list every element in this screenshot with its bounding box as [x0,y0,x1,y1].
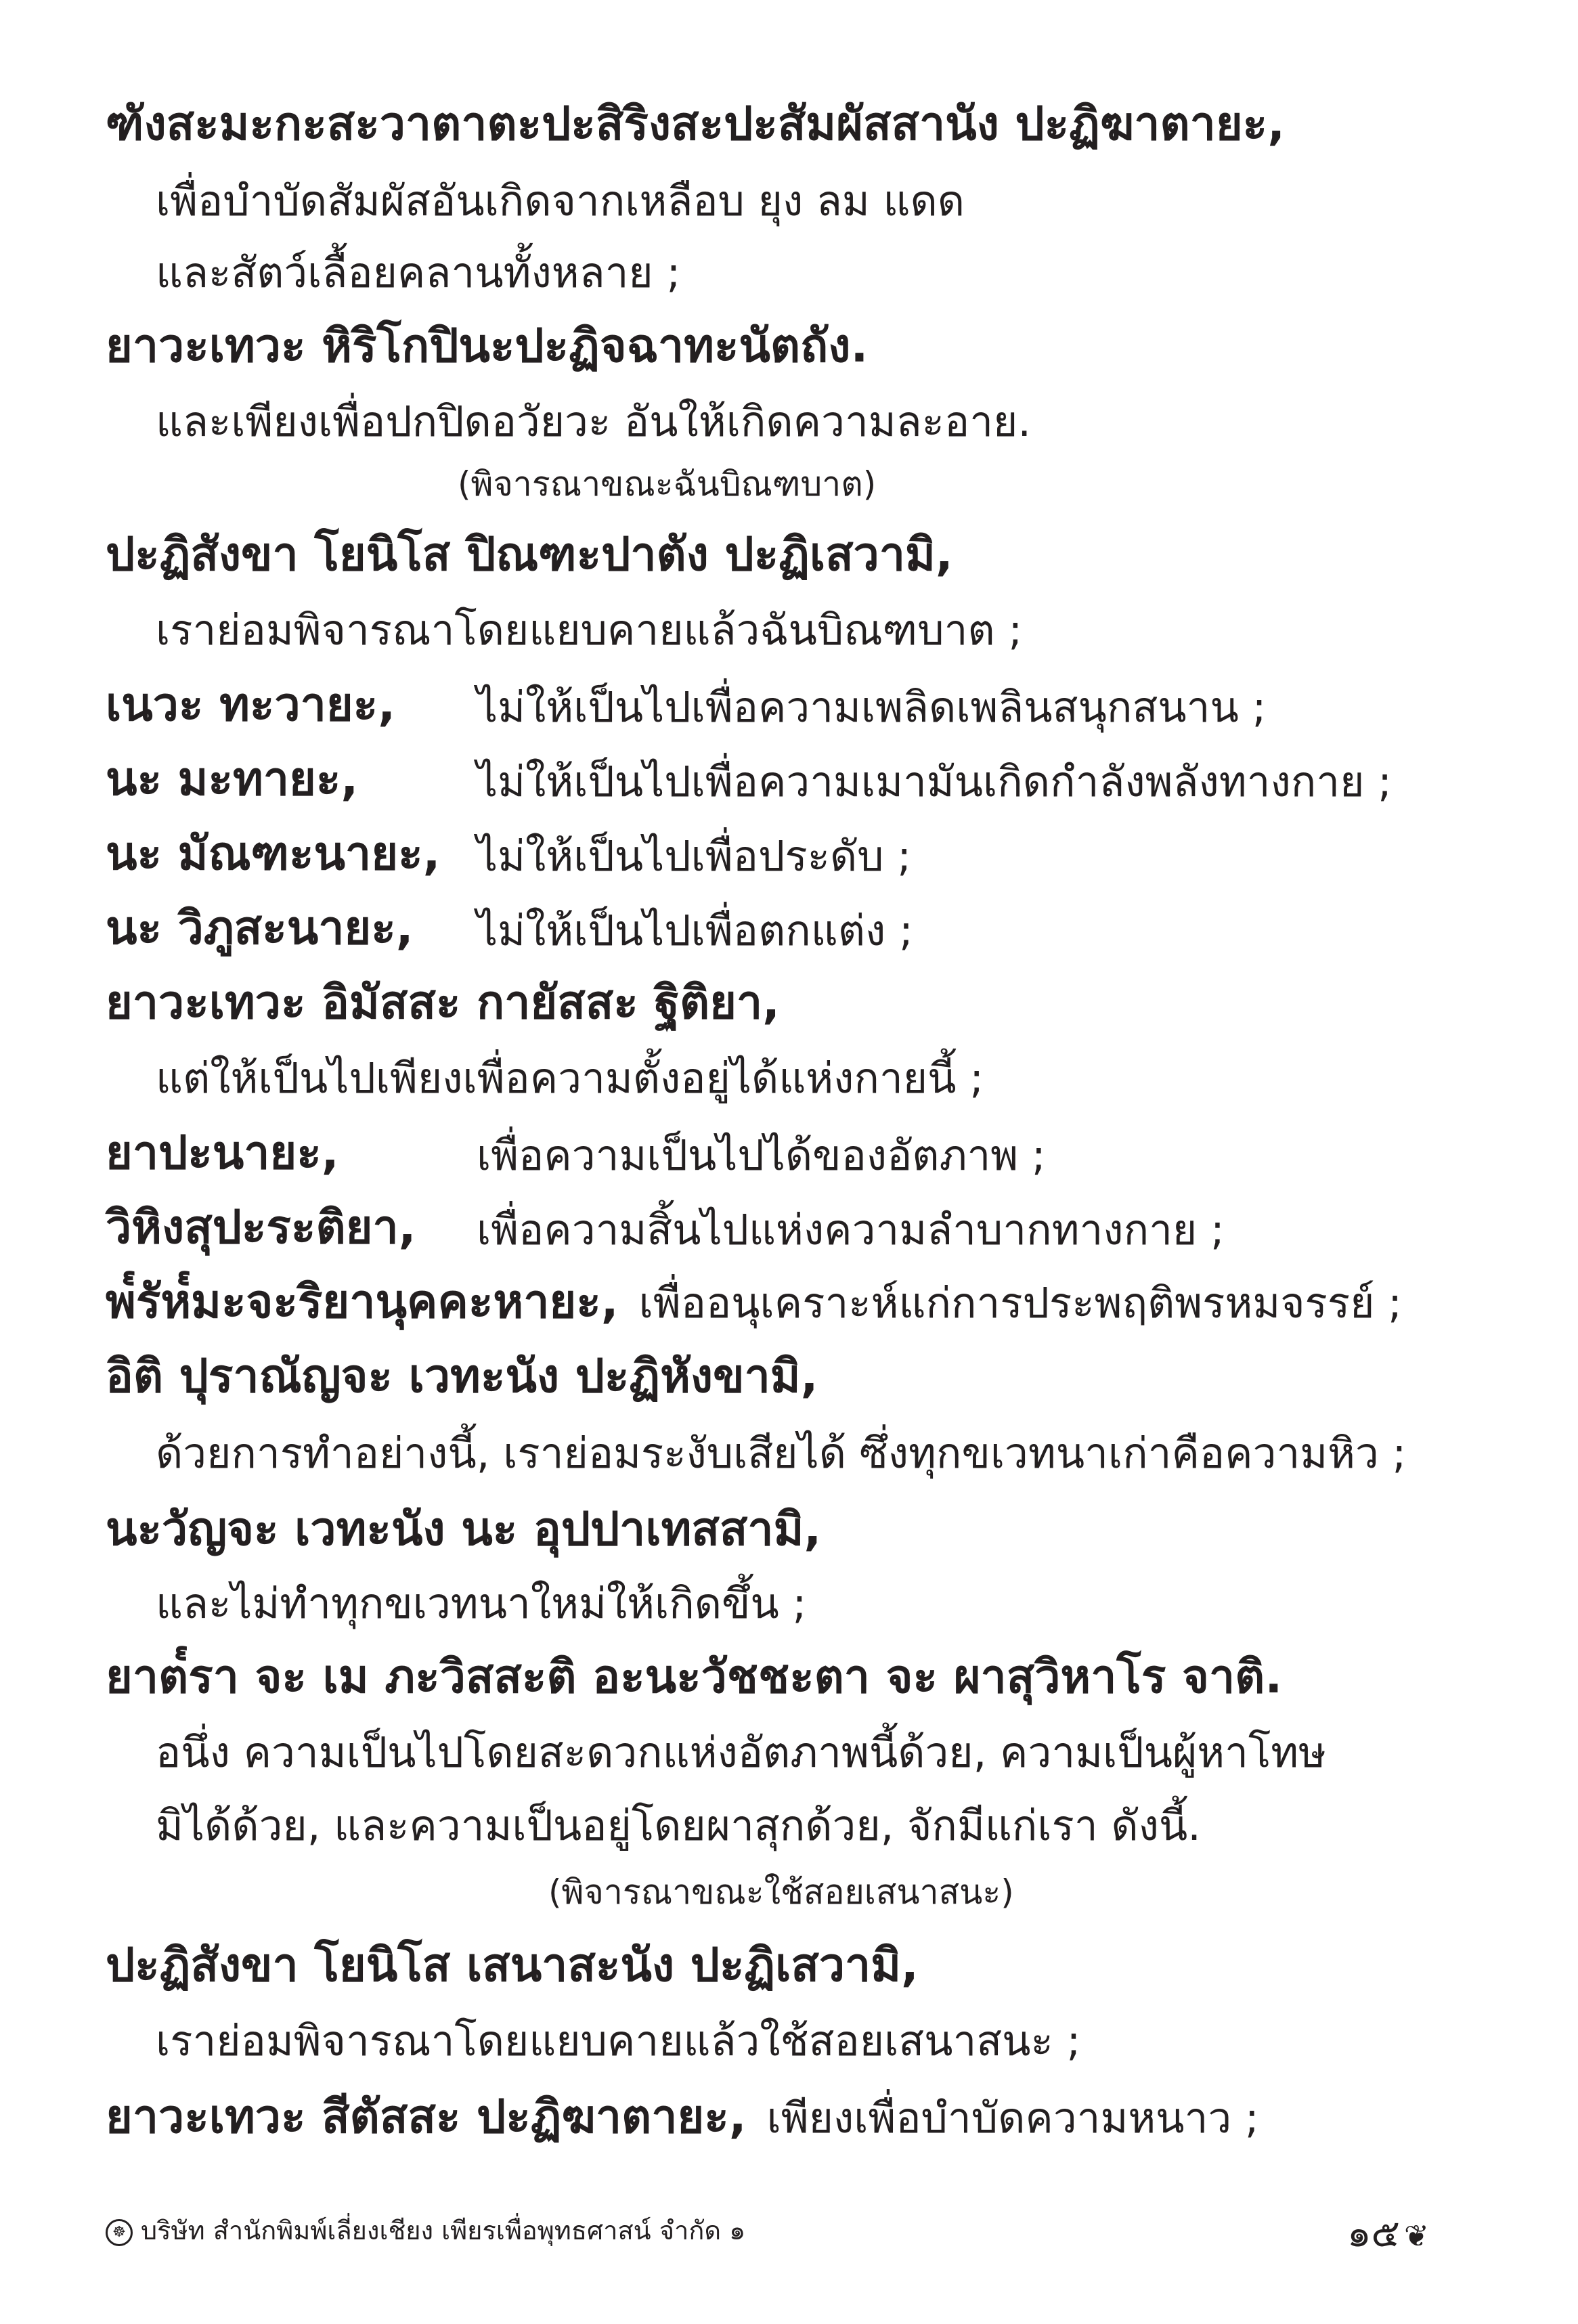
pali-term: นะ มะทายะ, [106,753,359,806]
term-meaning: เพื่อความสิ้นไปแห่งความลำบากทางกาย ; [477,1205,1225,1254]
term-meaning: ไม่ให้เป็นไปเพื่อความเพลิดเพลินสนุกสนาน ; [477,682,1267,732]
pali-line: อิติ ปุราณัญจะ เวทะนัง ปะฏิหังขามิ, [106,1350,818,1403]
translation-line: และสัตว์เลื้อยคลานทั้งหลาย ; [156,248,681,297]
publisher-logo-icon: ☸ [106,2219,133,2246]
pali-term: ยาวะเทวะ สีตัสสะ ปะฏิฆาตายะ, [106,2090,747,2144]
page-number-text: ๑๕ [1347,2212,1400,2256]
pali-line: ยาวะเทวะ หิริโกปินะปะฏิจฉาทะนัตถัง. [106,320,869,373]
term-row [106,827,912,881]
pali-line: ยาต๎รา จะ เม ภะวิสสะติ อะนะวัชชะตา จะ ผาสุวิหาโร จาติ. [106,1650,1283,1704]
term-row [106,1275,1403,1329]
translation-line: และเพียงเพื่อปกปิดอวัยวะ อันให้เกิดความละอาย. [156,397,1032,446]
pali-term: เนวะ ทะวายะ, [106,678,396,732]
footer-publisher [106,2210,745,2251]
translation-line: แต่ให้เป็นไปเพียงเพื่อความตั้งอยู่ได้แห่งกายนี้ ; [156,1053,984,1103]
term-meaning: เพียงเพื่อบำบัดความหนาว ; [766,2093,1259,2143]
term-meaning: ไม่ให้เป็นไปเพื่อตกแต่ง ; [477,906,913,955]
term-meaning: เพื่ออนุเคราะห์แก่การประพฤติพรหมจรรย์ ; [638,1278,1403,1328]
translation-line: อนึ่ง ความเป็นไปโดยสะดวกแห่งอัตภาพนี้ด้วย, ความเป็นผู้หาโทษ [156,1728,1327,1777]
pali-term: ยาปะนายะ, [106,1126,339,1180]
pali-line: นะวัญจะ เวทะนัง นะ อุปปาเทสสามิ, [106,1503,822,1556]
pali-term: วิหิงสุปะระติยา, [106,1201,416,1254]
translation-line: เราย่อมพิจารณาโดยแยบคายแล้วฉันบิณฑบาต ; [156,605,1023,655]
term-meaning: ไม่ให้เป็นไปเพื่อประดับ ; [477,831,912,881]
section-heading: (พิจารณาขณะใช้สอยเสนาสนะ) [548,1872,1014,1912]
term-row [106,1126,1046,1180]
section-heading: (พิจารณาขณะฉันบิณฑบาต) [458,464,877,504]
pali-line: ปะฏิสังขา โยนิโส ปิณฑะปาตัง ปะฏิเสวามิ, [106,528,953,582]
term-row [106,753,1393,806]
flourish-ornament-icon: ❦ [1403,2219,1429,2254]
pali-term: พ๎รัห๎มะจะริยานุคคะหายะ, [106,1275,619,1329]
pali-term: นะ วิภูสะนายะ, [106,902,414,955]
translation-line: เพื่อบำบัดสัมผัสอันเกิดจากเหลือบ ยุง ลม แดด [156,176,965,225]
term-row [106,2090,1259,2144]
publisher-text: บริษัท สำนักพิมพ์เลี่ยงเชียง เพียรเพื่อพุทธศาสน์ จำกัด ๑ [141,2216,746,2245]
pali-line: ปะฏิสังขา โยนิโส เสนาสะนัง ปะฏิเสวามิ, [106,1939,919,1992]
pali-line: ยาวะเทวะ อิมัสสะ กายัสสะ ฐิติยา, [106,976,780,1030]
translation-line: ด้วยการทำอย่างนี้, เราย่อมระงับเสียได้ ซึ่งทุกขเวทนาเก่าคือความหิว ; [156,1428,1407,1478]
pali-line: ฑังสะมะกะสะวาตาตะปะสิริงสะปะสัมผัสสานัง ปะฏิฆาตายะ, [106,97,1286,151]
translation-line: มิได้ด้วย, และความเป็นอยู่โดยผาสุกด้วย, จักมีแก่เรา ดังนี้. [156,1801,1201,1850]
term-row [106,678,1267,732]
pali-term: นะ มัณฑะนายะ, [106,827,441,881]
page-number [1347,2203,1429,2263]
term-meaning: เพื่อความเป็นไปได้ของอัตภาพ ; [477,1131,1046,1180]
term-row [106,902,913,955]
term-meaning: ไม่ให้เป็นไปเพื่อความเมามันเกิดกำลังพลังทางกาย ; [477,757,1393,806]
translation-line: เราย่อมพิจารณาโดยแยบคายแล้วใช้สอยเสนาสนะ ; [156,2016,1081,2065]
translation-line: และไม่ทำทุกขเวทนาใหม่ให้เกิดขึ้น ; [156,1579,807,1628]
term-row [106,1201,1225,1254]
